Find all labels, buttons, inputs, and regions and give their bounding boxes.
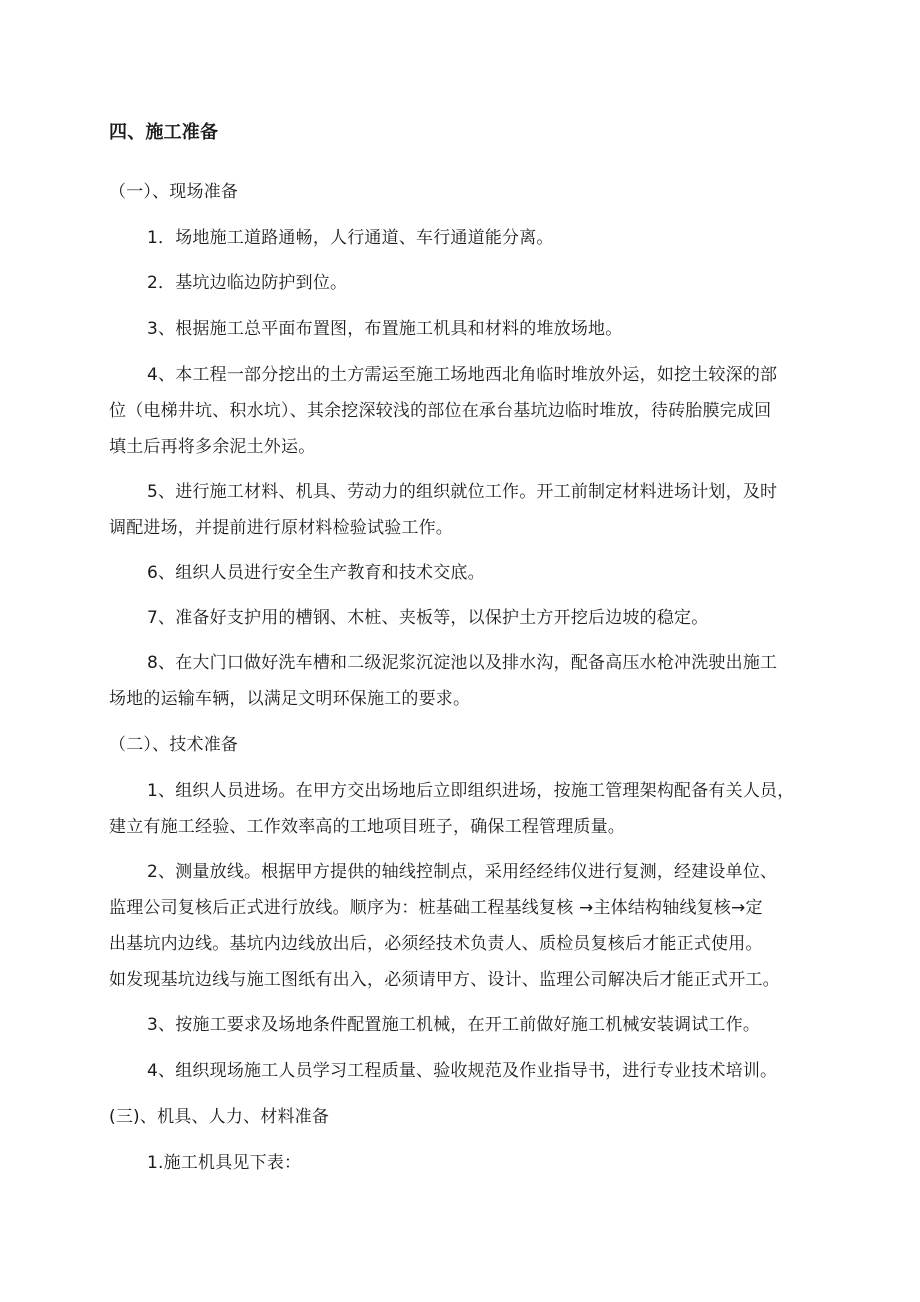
site-prep-item-4-line-3: 填土后再将多余泥土外运。 <box>109 437 316 457</box>
tech-prep-item-2-line-2: 监理公司复核后正式进行放线。顺序为：桩基础工程基线复核 →主体结构轴线复核→定 <box>109 898 763 918</box>
site-prep-item-8-line-2: 场地的运输车辆，以满足文明环保施工的要求。 <box>109 689 471 709</box>
site-prep-item-8-line-1: 8、在大门口做好洗车槽和二级泥浆沉淀池以及排水沟，配备高压水枪冲洗驶出施工 <box>147 653 778 673</box>
tech-prep-item-1-line-2: 建立有施工经验、工作效率高的工地项目班子，确保工程管理质量。 <box>109 817 625 837</box>
site-prep-item-7: 7、准备好支护用的槽钢、木桩、夹板等，以保护土方开挖后边坡的稳定。 <box>147 608 709 628</box>
tech-prep-item-2-line-1: 2、测量放线。根据甲方提供的轴线控制点，采用经经纬仪进行复测，经建设单位、 <box>147 862 778 882</box>
site-prep-item-5-line-2: 调配进场，并提前进行原材料检验试验工作。 <box>109 518 453 538</box>
tech-prep-item-2-line-3: 出基坑内边线。基坑内边线放出后，必须经技术负责人、质检员复核后才能正式使用。 <box>109 934 763 954</box>
tech-prep-heading: （二）、技术准备 <box>109 735 239 755</box>
site-prep-item-2: 2．基坑边临边防护到位。 <box>147 273 348 293</box>
tech-prep-item-4: 4、组织现场施工人员学习工程质量、验收规范及作业指导书，进行专业技术培训。 <box>147 1061 778 1081</box>
tech-prep-item-1-line-1: 1、组织人员进场。在甲方交出场地后立即组织进场，按施工管理架构配备有关人员， <box>147 781 795 801</box>
tech-prep-item-2-line-4: 如发现基坑边线与施工图纸有出入，必须请甲方、设计、监理公司解决后才能正式开工。 <box>109 970 780 990</box>
tech-prep-item-3: 3、按施工要求及场地条件配置施工机械，在开工前做好施工机械安装调试工作。 <box>147 1015 761 1035</box>
site-prep-item-5-line-1: 5、进行施工材料、机具、劳动力的组织就位工作。开工前制定材料进场计划，及时 <box>147 482 778 502</box>
site-prep-item-4-line-2: 位（电梯井坑、积水坑）、其余挖深较浅的部位在承台基坑边临时堆放，待砖胎膜完成回 <box>109 401 772 421</box>
site-prep-heading: （一）、现场准备 <box>109 182 239 202</box>
site-prep-item-6: 6、组织人员进行安全生产教育和技术交底。 <box>147 563 485 583</box>
material-prep-item-1: 1.施工机具见下表： <box>147 1153 302 1173</box>
site-prep-item-4-line-1: 4、本工程一部分挖出的土方需运至施工场地西北角临时堆放外运，如挖土较深的部 <box>147 365 778 385</box>
site-prep-item-1: 1．场地施工道路通畅，人行通道、车行通道能分离。 <box>147 228 554 248</box>
section-title: 四、施工准备 <box>109 122 219 143</box>
site-prep-item-3: 3、根据施工总平面布置图，布置施工机具和材料的堆放场地。 <box>147 319 623 339</box>
material-prep-heading: (三)、机具、人力、材料准备 <box>109 1107 330 1127</box>
